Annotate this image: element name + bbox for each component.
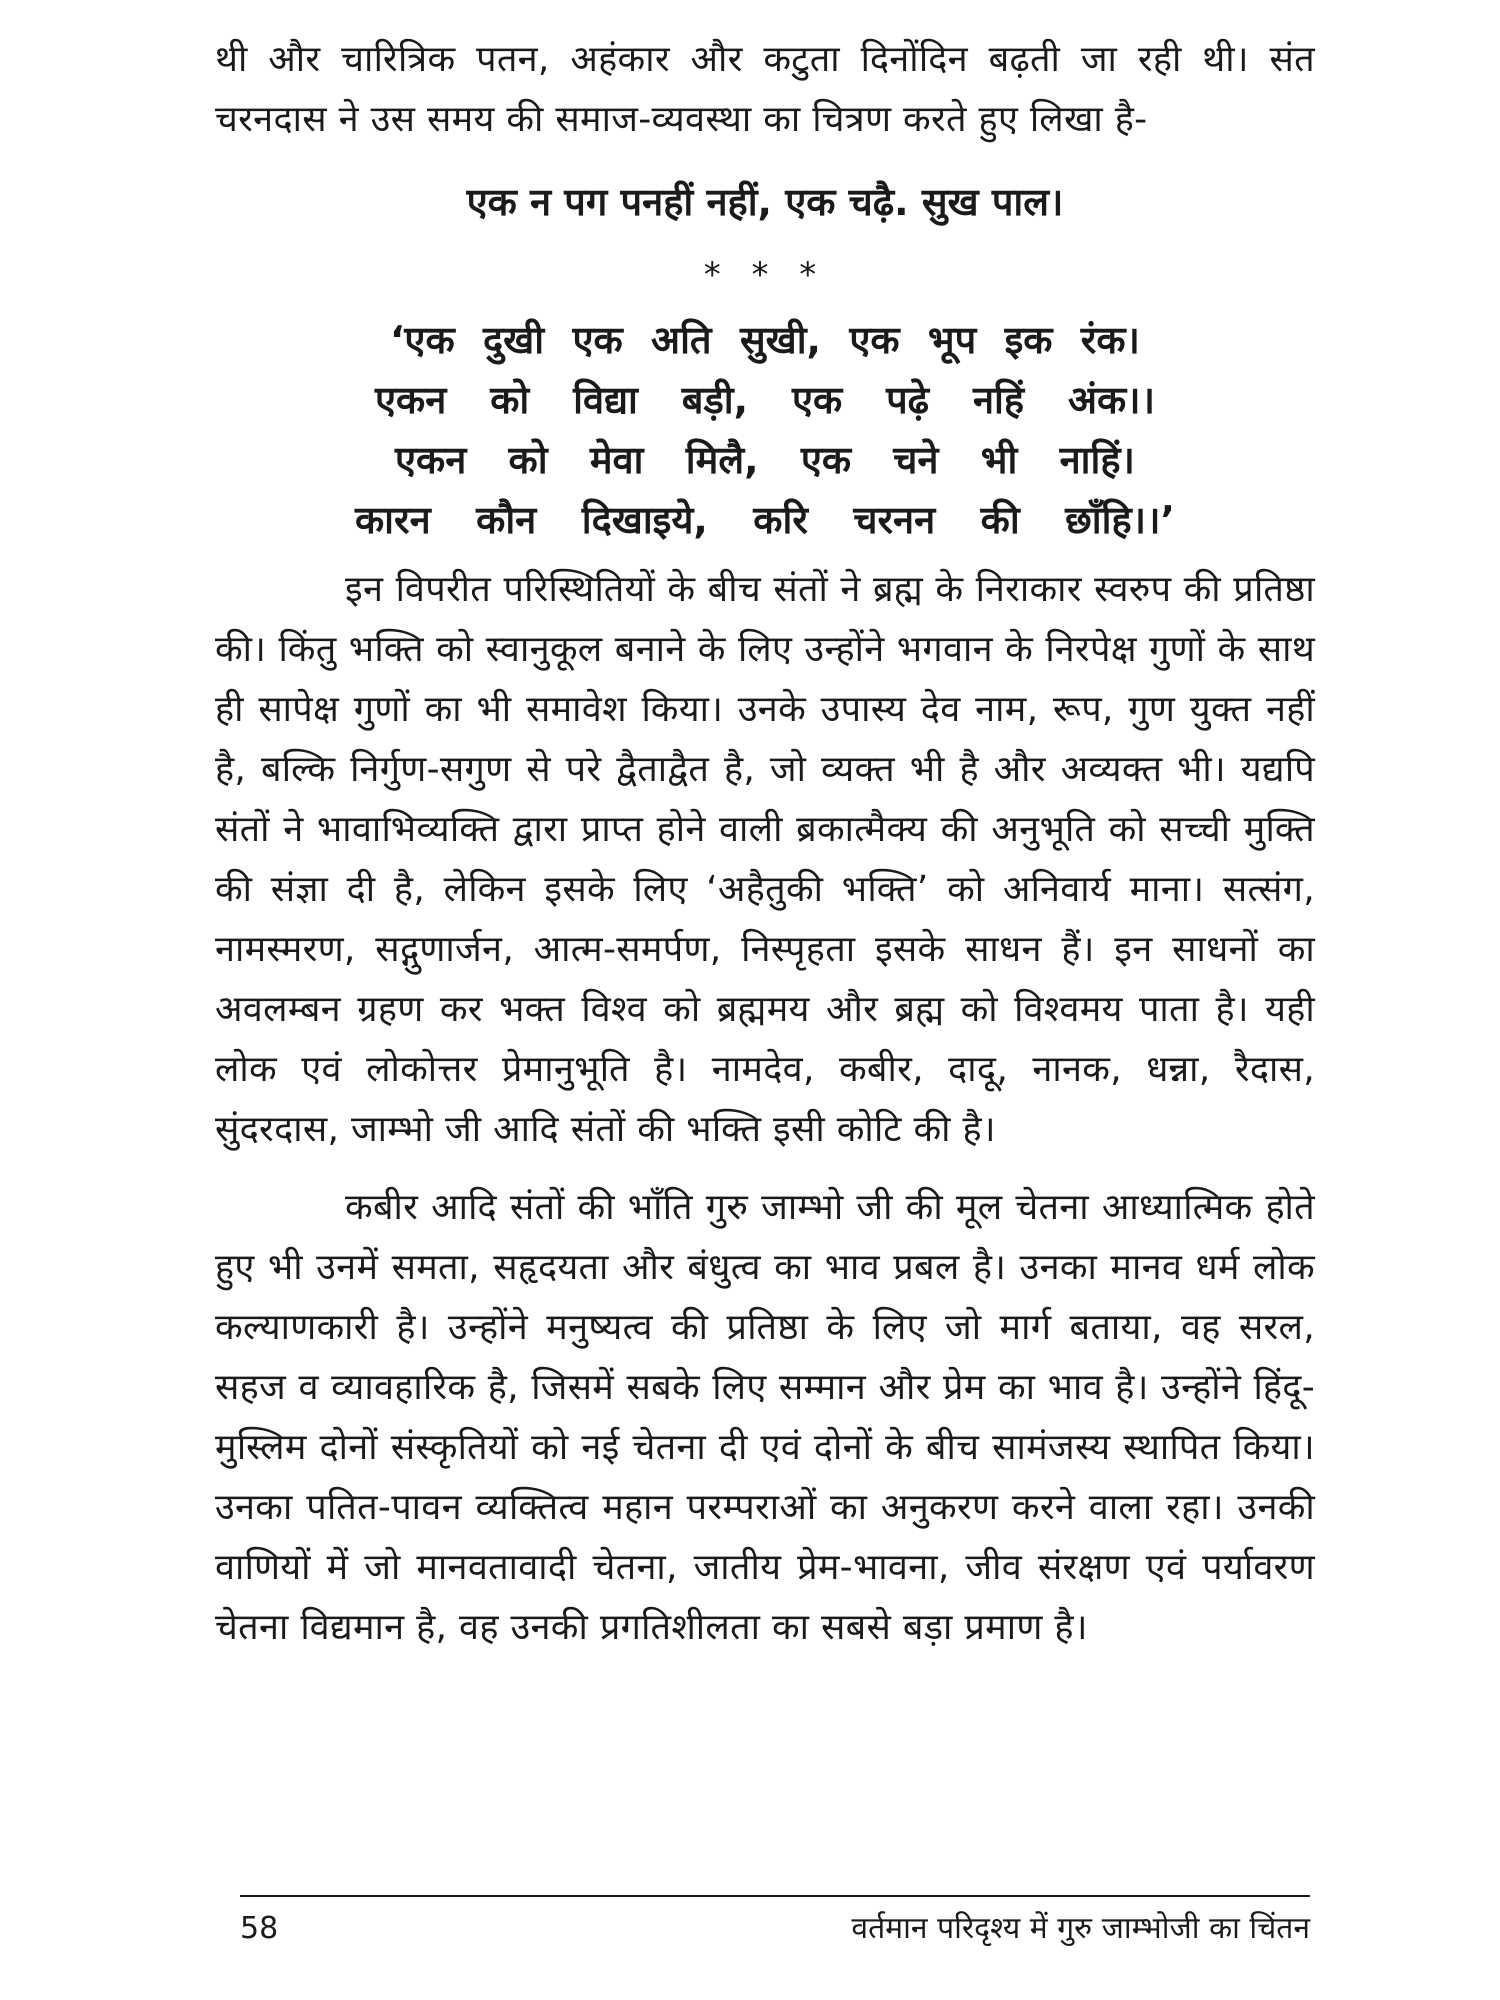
verse-word: दिखाइये, xyxy=(581,498,708,542)
verse-word: पढ़े xyxy=(886,378,930,422)
page-number: 58 xyxy=(240,1911,279,1946)
intro-paragraph: थी और चारित्रिक पतन, अहंकार और कटुता दिनोंदिन बढ़ती जा रही थी। संत चरनदास ने उस समय की समाज-व्यवस्था का चित्रण करते हुए लिखा है- xyxy=(215,39,1315,140)
verse-word: अंक।। xyxy=(1067,378,1155,422)
verse-word: कारन xyxy=(355,498,431,542)
verse-word: मेवा xyxy=(589,438,644,482)
verse-word: दुखी xyxy=(483,318,545,362)
verse-word: नाहिं। xyxy=(1059,438,1135,482)
verse-word: नहिं xyxy=(972,378,1025,422)
verse-word: सुखी, xyxy=(739,318,821,362)
verse-word: चने xyxy=(893,438,939,482)
verse-word: एक xyxy=(849,318,900,362)
verse-word: एकन xyxy=(375,378,447,422)
verse-word: को xyxy=(508,438,548,482)
verse-block xyxy=(215,310,1315,550)
verse-word: एक xyxy=(572,318,623,362)
verse-line-4 xyxy=(355,490,1175,550)
verse-word: एकन xyxy=(395,438,467,482)
verse-word: चरनन xyxy=(853,498,936,542)
verse-word: एक xyxy=(800,438,852,482)
verse-word: छाँहि।।’ xyxy=(1065,498,1175,542)
verse-word: भी xyxy=(980,438,1018,482)
verse-word: विद्या xyxy=(573,378,638,422)
verse-word: को xyxy=(490,378,530,422)
verse-word: एक xyxy=(791,378,843,422)
body-paragraph-2: कबीर आदि संतों की भाँति गुरु जाम्भो जी की मूल चेतना आध्यात्मिक होते हुए भी उनमें समता, सहृदयता और बंधुत्व का भाव प्रबल है। उनका मानव धर्म लोक कल्याणकारी है। उन्होंने मनुष्यत्व की प्रतिष्ठा के लिए जो मार्ग बताया, वह सरल, सहज व व्यावहारिक है, जिसमें सबके लिए सम्मान और प्रेम का भाव है। उन्होंने हिंदू-मुस्लिम दोनों संस्कृतियों को नई चेतना दी एवं दोनों के बीच सामंजस्य स्थापित किया। उनका पतित-पावन व्यक्तित्व महान परम्पराओं का अनुकरण करने वाला रहा। उनकी वाणियों में जो मानवतावादी चेतना, जातीय प्रेम-भावना, जीव संरक्षण एवं पर्यावरण चेतना विद्यमान है, वह उनकी प्रगतिशीलता का सबसे बड़ा प्रमाण है। xyxy=(215,1187,1315,1648)
verse-line-1 xyxy=(390,310,1140,370)
verse-word: भूप xyxy=(927,318,977,362)
page-body xyxy=(215,30,1315,1658)
verse-line-2 xyxy=(375,370,1155,430)
verse-word: कौन xyxy=(476,498,537,542)
verse-word: रंक। xyxy=(1080,318,1140,362)
verse-line-3 xyxy=(395,430,1135,490)
verse-word: करि xyxy=(753,498,808,542)
verse-word: मिलै, xyxy=(685,438,759,482)
running-title: वर्तमान परिदृश्य में गुरु जाम्भोजी का चिंतन xyxy=(851,1911,1310,1946)
body-paragraph-1: इन विपरीत परिस्थितियों के बीच संतों ने ब्रह्म के निराकार स्वरुप की प्रतिष्ठा की। किंतु भक्ति को स्वानुकूल बनाने के लिए उन्होंने भगवान के निरपेक्ष गुणों के साथ ही सापेक्ष गुणों का भी समावेश किया। उनके उपास्य देव नाम, रूप, गुण युक्त नहीं है, बल्कि निर्गुण-सगुण से परे द्वैताद्वैत है, जो व्यक्त भी है और अव्यक्त भी। यद्यपि संतों ने भावाभिव्यक्ति द्वारा प्राप्त होने वाली ब्रकात्मैक्य की अनुभूति को सच्ची मुक्ति की संज्ञा दी है, लेकिन इसके लिए ‘अहैतुकी भक्ति’ को अनिवार्य माना। सत्संग, नामस्मरण, सद्गुणार्जन, आत्म-समर्पण, निस्पृहता इसके साधन हैं। इन साधनों का अवलम्बन ग्रहण कर भक्त विश्व को ब्रह्ममय और ब्रह्म को विश्वमय पाता है। यही लोक एवं लोकोत्तर प्रेमानुभूति है। नामदेव, कबीर, दादू, नानक, धन्ना, रैदास, सुंदरदास, जाम्भो जी आदि संतों की भक्ति इसी कोटि की है। xyxy=(215,569,1315,1150)
verse-word: इक xyxy=(1004,318,1053,362)
couplet-line: एक न पग पनहीं नहीं, एक चढ़ै. सुख पाल। xyxy=(466,180,1064,224)
verse-word: की xyxy=(980,498,1020,542)
verse-word: अति xyxy=(651,318,712,362)
page-footer xyxy=(240,1895,1310,1951)
verse-word: बड़ी, xyxy=(681,378,749,422)
section-separator-stars: * * * xyxy=(703,255,827,295)
verse-word: ‘एक xyxy=(390,318,455,362)
